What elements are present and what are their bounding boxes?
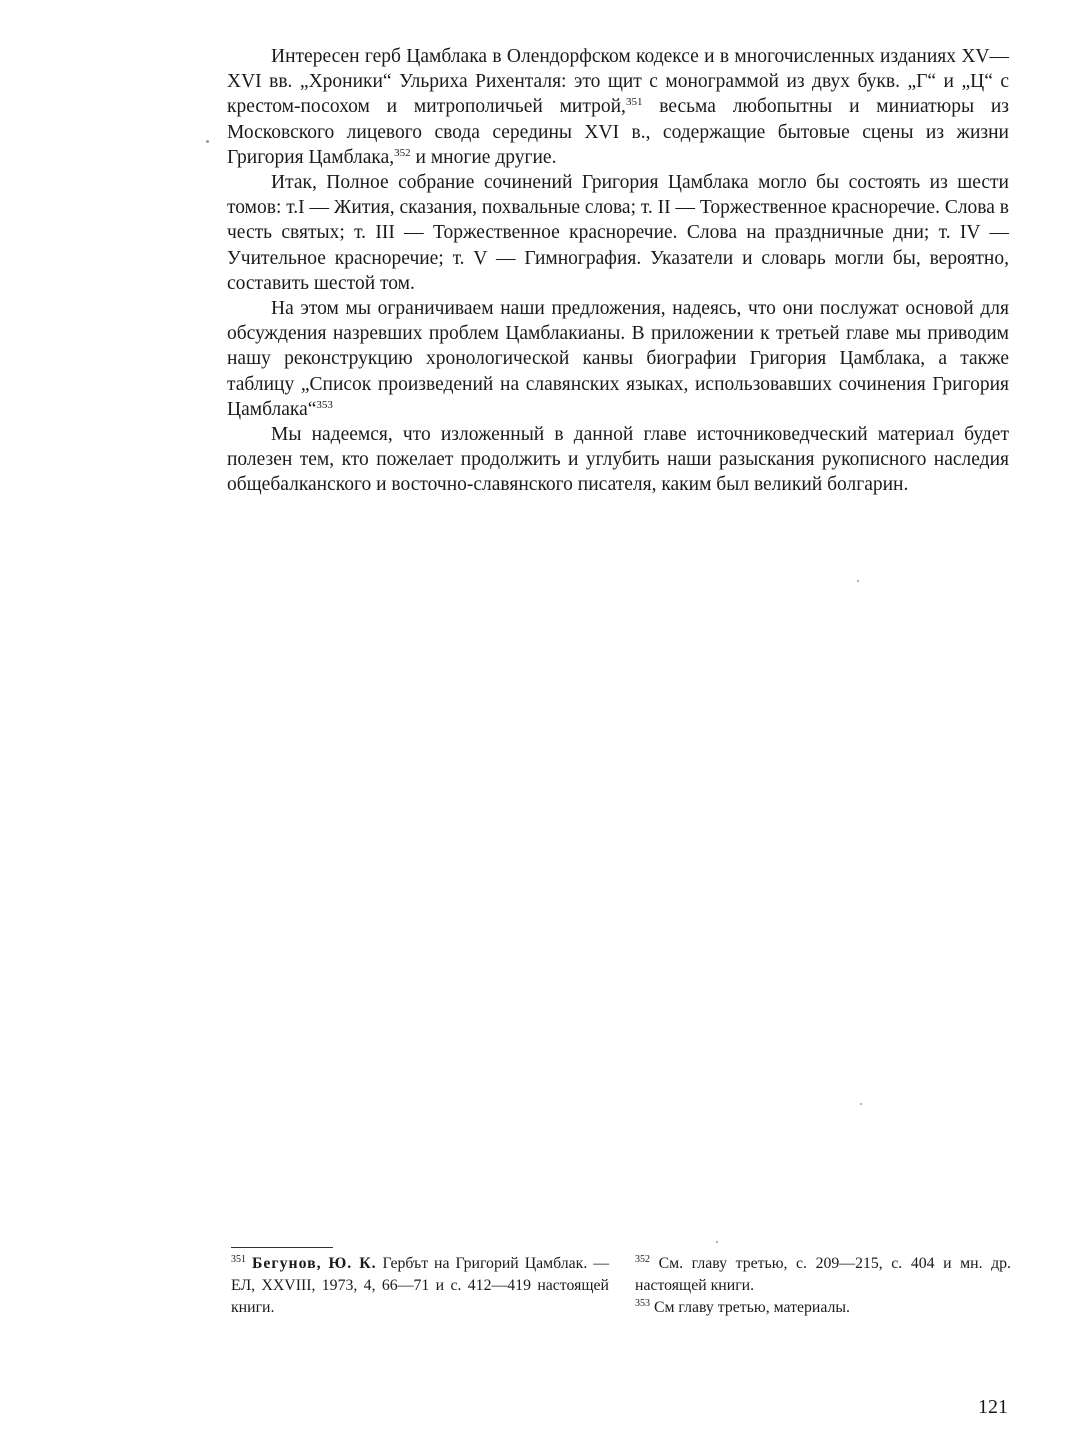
scan-speck xyxy=(857,580,859,582)
footnote-author: Бегунов, Ю. К. xyxy=(251,1255,377,1272)
footnote-ref-352[interactable]: 352 xyxy=(394,146,411,159)
footnote-ref-353[interactable]: 353 xyxy=(316,398,333,411)
footnote-352 xyxy=(635,1253,1011,1297)
footnote-text: Гербът на Григорий Цамблак. — ЕЛ, XXVIII, 1973, 4, 66—71 и с. 412—419 настоящей книги. xyxy=(231,1255,610,1316)
footnote-number: 353 xyxy=(635,1298,650,1309)
main-text xyxy=(227,44,1009,498)
paragraph-1-part-c: и многие другие. xyxy=(410,146,557,168)
paragraph-1-part-a: Интересен герб Цамблака в Олендорфском кодексе и в многочисленных изданиях XV—XVI вв. „Хроники“ Ульриха Рихенталя: это щит с монограммой из двух букв. „Г“ и „Ц“ с крестом-посохом и митрополичьей митрой, xyxy=(227,46,1009,118)
footnote-column-right xyxy=(635,1253,1011,1319)
paragraph-1-part-b: весьма любопытны и миниатюры из Московского лицевого свода середины XVI в., содержащие бытовые сцены из жизни Григория Цамблака, xyxy=(227,96,1009,168)
footnote-column-left xyxy=(231,1253,609,1319)
footnote-text: См. главу третью, с. 209—215, с. 404 и мн. др. настоящей книги. xyxy=(635,1255,1011,1294)
footnote-ref-351[interactable]: 351 xyxy=(625,96,643,109)
footnote-number: 352 xyxy=(635,1254,650,1265)
footnote-columns xyxy=(231,1253,1011,1319)
footnote-divider xyxy=(231,1247,333,1248)
paragraph-1 xyxy=(227,44,1009,170)
footnote-text: См главу третью, материалы. xyxy=(653,1299,850,1316)
footnotes-section xyxy=(231,1247,1011,1319)
paragraph-4: Мы надеемся, что изложенный в данной главе источниковедческий материал будет полезен тем, кто пожелает продолжить и углубить наши разыскания рукописного наследия общебалканского и восточно-славянского писателя, каким был великий болгарин. xyxy=(227,424,1009,496)
scan-speck xyxy=(206,140,209,143)
paragraph-3-text: На этом мы ограничиваем наши предложения, надеясь, что они послужат основой для обсуждения назревших проблем Цамблакианы. В приложении к третьей главе мы приводим нашу реконструкцию хронологической канвы биографии Григория Цамблака, а также таблицу „Список произведений на славянских языках, использовавших сочинения Григория Цамблака“ xyxy=(227,298,1009,420)
paragraph-2: Итак, Полное собрание сочинений Григория Цамблака могло бы состоять из шести томов: т.I — Жития, сказания, похвальные слова; т. II — Торжественное красноречие. Слова в честь святых; т. III — Торжественное красноречие. Слова на праздничные дни; т. IV — Учительное красноречие; т. V — Гимнография. Указатели и словарь могли бы, вероятно, составить шестой том. xyxy=(227,172,1009,294)
page-number: 121 xyxy=(978,1396,1008,1418)
footnote-351 xyxy=(231,1253,609,1319)
paragraph-3 xyxy=(227,296,1009,422)
footnote-353 xyxy=(635,1297,1011,1319)
scan-speck xyxy=(860,1103,862,1105)
scan-speck xyxy=(716,1241,718,1243)
footnote-number: 351 xyxy=(231,1254,246,1265)
